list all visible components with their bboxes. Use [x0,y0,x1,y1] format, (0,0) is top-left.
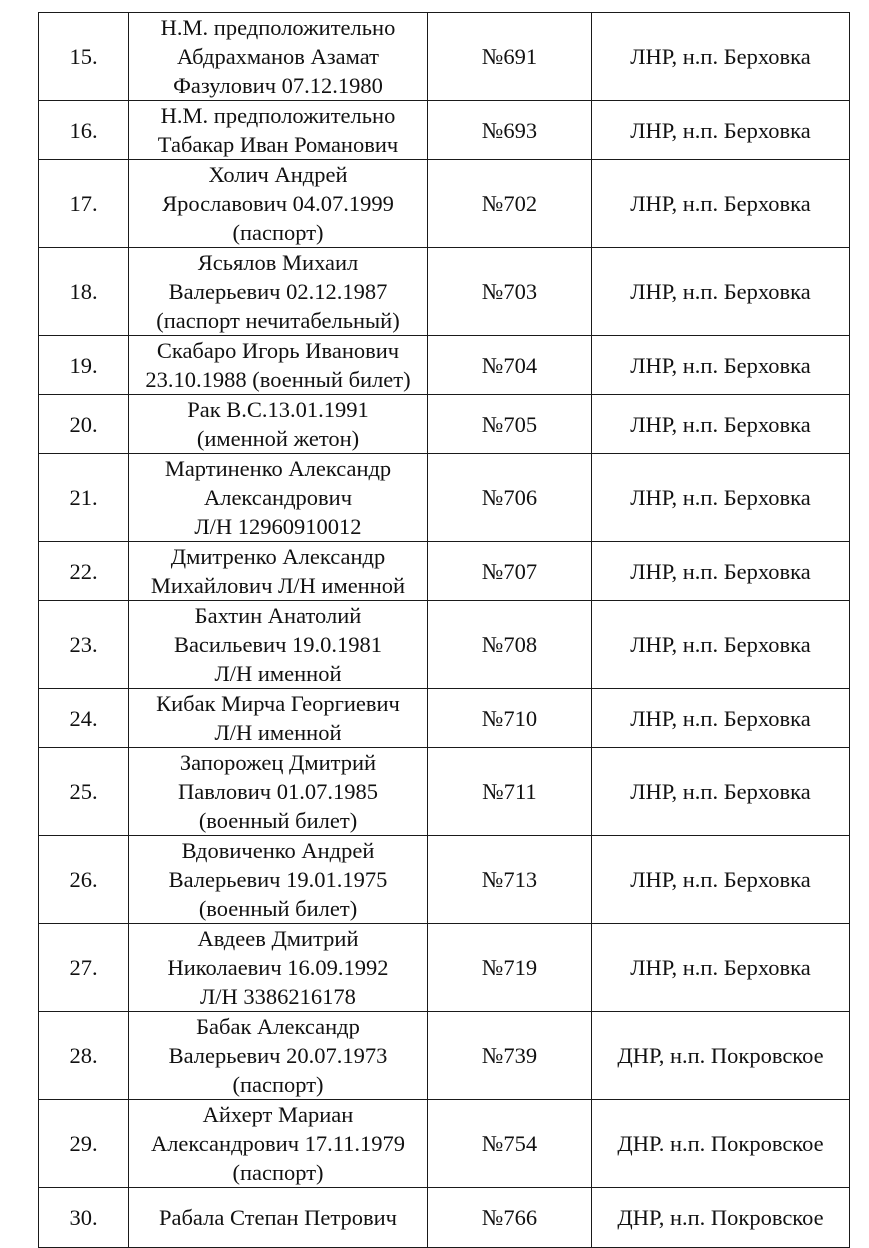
person-description [129,1188,428,1248]
person-description-line: Васильевич 19.0.1981 [173,632,383,657]
person-description [129,542,428,601]
record-number: №706 [428,454,592,542]
person-description-line: Александрович [203,485,353,510]
person-description-line: Вдовиченко Андрей [181,838,375,863]
table-row [39,924,850,1012]
person-description [129,336,428,395]
record-number: №702 [428,160,592,248]
table-row [39,160,850,248]
table-row [39,13,850,101]
person-description [129,454,428,542]
row-number: 27. [39,924,129,1012]
person-description-line: (паспорт) [232,220,324,245]
person-description [129,748,428,836]
person-description-line: Ярославович 04.07.1999 [162,191,394,216]
location: ДНР, н.п. Покровское [592,1012,850,1100]
record-number: №691 [428,13,592,101]
person-description-line: Мартиненко Александр [164,456,392,481]
table-row [39,1188,850,1248]
person-description [129,1012,428,1100]
table-row [39,542,850,601]
person-description-line: Николаевич 16.09.1992 [167,955,389,980]
table-row [39,395,850,454]
location: ЛНР, н.п. Берховка [592,454,850,542]
row-number: 17. [39,160,129,248]
table-row [39,748,850,836]
location: ЛНР, н.п. Берховка [592,160,850,248]
record-number: №766 [428,1188,592,1248]
table-row [39,454,850,542]
person-description-line: Л/Н именной [214,661,342,686]
record-number: №708 [428,601,592,689]
person-description [129,395,428,454]
person-description-line: Запорожец Дмитрий [179,750,377,775]
row-number: 29. [39,1100,129,1188]
location: ЛНР, н.п. Берховка [592,101,850,160]
person-description-line: Дмитренко Александр [170,544,386,569]
location: ЛНР, н.п. Берховка [592,542,850,601]
row-number: 16. [39,101,129,160]
table-row [39,248,850,336]
person-description-line: (военный билет) [198,896,358,921]
person-description [129,1100,428,1188]
record-number: №707 [428,542,592,601]
row-number: 23. [39,601,129,689]
location: ЛНР, н.п. Берховка [592,336,850,395]
person-description [129,248,428,336]
person-description-line: Валерьевич 20.07.1973 [168,1043,388,1068]
record-number: №739 [428,1012,592,1100]
table-row [39,101,850,160]
person-description-line: Л/Н именной [214,720,342,745]
row-number: 18. [39,248,129,336]
location: ЛНР, н.п. Берховка [592,748,850,836]
person-description-line: (паспорт) [232,1072,324,1097]
record-number: №704 [428,336,592,395]
row-number: 24. [39,689,129,748]
person-description-line: Бабак Александр [196,1014,360,1039]
record-number: №705 [428,395,592,454]
records-table [38,12,850,1248]
table-row [39,336,850,395]
person-description-line: Александрович 17.11.1979 [150,1131,406,1156]
location: ДНР, н.п. Покровское [592,1188,850,1248]
location: ЛНР, н.п. Берховка [592,395,850,454]
row-number: 21. [39,454,129,542]
person-description-line: Табакар Иван Романович [157,132,399,157]
person-description-line: Валерьевич 02.12.1987 [168,279,388,304]
record-number: №719 [428,924,592,1012]
person-description-line: Айхерт Мариан [202,1102,354,1127]
person-description-line: Авдеев Дмитрий [197,926,359,951]
record-number: №710 [428,689,592,748]
row-number: 25. [39,748,129,836]
person-description-line: Холич Андрей [208,162,348,187]
person-description-line: Павлович 01.07.1985 [178,779,378,804]
table-row [39,1012,850,1100]
person-description-line: Ясьялов Михаил [197,250,359,275]
location: ЛНР, н.п. Берховка [592,13,850,101]
row-number: 22. [39,542,129,601]
person-description-line: Бахтин Анатолий [194,603,362,628]
row-number: 28. [39,1012,129,1100]
location: ДНР. н.п. Покровское [592,1100,850,1188]
row-number: 20. [39,395,129,454]
location: ЛНР, н.п. Берховка [592,689,850,748]
row-number: 30. [39,1188,129,1248]
location: ЛНР, н.п. Берховка [592,601,850,689]
table-row [39,689,850,748]
person-description-line: Л/Н 12960910012 [194,514,362,539]
location: ЛНР, н.п. Берховка [592,836,850,924]
person-description [129,13,428,101]
person-description [129,924,428,1012]
person-description [129,689,428,748]
row-number: 26. [39,836,129,924]
person-description [129,101,428,160]
person-description-line: (именной жетон) [196,426,360,451]
person-description-line: Н.М. предположительно [160,15,396,40]
person-description-line: Валерьевич 19.01.1975 [168,867,388,892]
row-number: 19. [39,336,129,395]
person-description-line: Кибак Мирча Георгиевич [156,691,400,716]
person-description-line: Л/Н 3386216178 [200,984,356,1009]
location: ЛНР, н.п. Берховка [592,248,850,336]
person-description-line: (военный билет) [198,808,358,833]
table-row [39,601,850,689]
table-row [39,1100,850,1188]
person-description-line: Н.М. предположительно [160,103,396,128]
record-number: №713 [428,836,592,924]
row-number: 15. [39,13,129,101]
table-row [39,836,850,924]
location: ЛНР, н.п. Берховка [592,924,850,1012]
person-description [129,836,428,924]
person-description-line: Скабаро Игорь Иванович [156,338,400,363]
records-table-body [39,13,850,1248]
record-number: №703 [428,248,592,336]
person-description-line: Рабала Степан Петрович [158,1205,398,1230]
person-description-line: Рак В.С.13.01.1991 [187,397,369,422]
record-number: №711 [428,748,592,836]
person-description-line: Абдрахманов Азамат [177,44,379,69]
record-number: №754 [428,1100,592,1188]
person-description-line: 23.10.1988 (военный билет) [145,367,411,392]
record-number: №693 [428,101,592,160]
person-description-line: (паспорт) [232,1160,324,1185]
person-description [129,601,428,689]
person-description-line: (паспорт нечитабельный) [156,308,400,333]
person-description [129,160,428,248]
person-description-line: Фазулович 07.12.1980 [173,73,383,98]
person-description-line: Михайлович Л/Н именной [150,573,406,598]
